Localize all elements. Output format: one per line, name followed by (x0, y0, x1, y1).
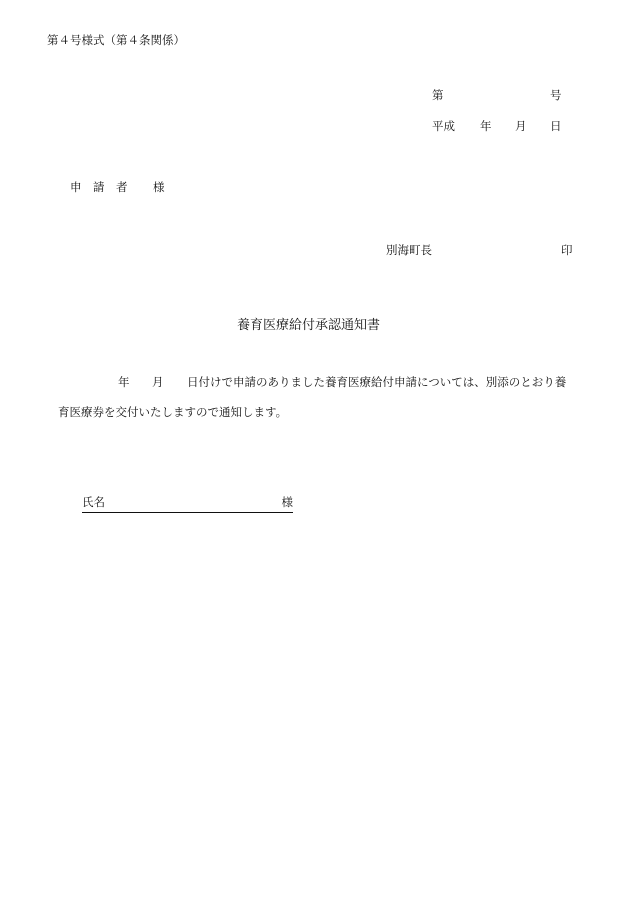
date-month: 月 (515, 121, 527, 133)
form-number: 第４号様式（第４条関係） (47, 35, 185, 47)
body-year: 年 (118, 377, 130, 389)
name-field-honorific: 様 (281, 497, 293, 509)
body-line1: 日付けで申請のありました養育医療給付申請については、別添のとおり養 (187, 377, 567, 389)
recipient-honorific: 様 (153, 182, 165, 194)
issuer-name: 別海町長 (386, 245, 432, 257)
recipient-label: 申 請 者 (70, 182, 128, 194)
name-field (82, 498, 293, 513)
issuer-seal: 印 (561, 245, 573, 257)
body-line2: 育医療券を交付いたしますので通知します。 (58, 407, 288, 419)
date-era: 平成 (432, 121, 455, 133)
name-field-label: 氏名 (82, 497, 105, 509)
doc-number-suffix: 号 (550, 90, 562, 102)
doc-number-prefix: 第 (432, 90, 444, 102)
document-title: 養育医療給付承認通知書 (237, 317, 381, 332)
date-year: 年 (480, 121, 492, 133)
date-day: 日 (550, 121, 562, 133)
body-month: 月 (152, 377, 164, 389)
